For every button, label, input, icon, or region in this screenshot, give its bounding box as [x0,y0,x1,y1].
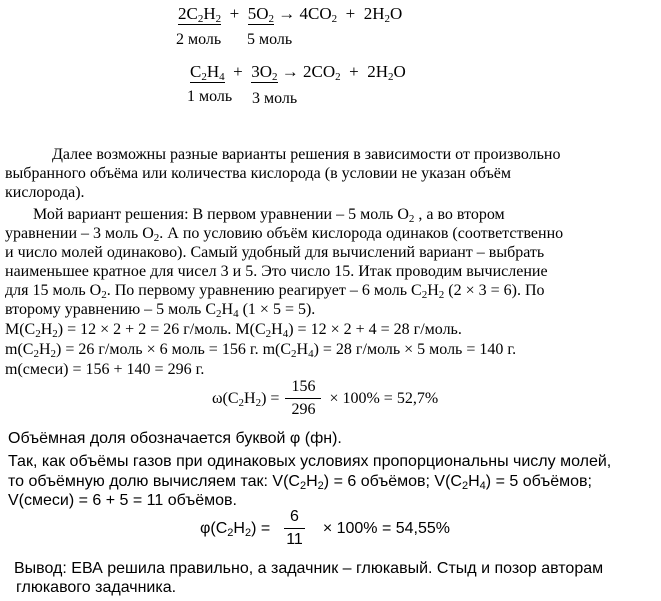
eq1-arrow: → [278,4,296,23]
variant-paragraph [5,205,655,319]
variant-line-5: для 15 моль $О_2$. По первому уравнению реагирует – 6 моль $C_2H_2$ (2 × 3 = 6). По [5,282,545,301]
volumes-line-3: V(смеси) = 6 + 5 = 11 объёмов. [8,492,237,509]
eq1-reactant-2: $5O_2$ [247,4,274,25]
molar-line-1: $M(C_2H_2) = 12 \times 2 + 2 = 26$ г/моль. $M(C_2H_4) = 12 \times 2 + 4 = 28$ г/моль. [5,321,462,340]
eq1-reactant-1: $2C_2H_2$ [178,4,222,25]
variant-line-1: Мой вариант решения: В первом уравнении – 5 моль $О_2$ , а во втором [33,206,505,225]
conclusion [14,559,603,597]
eq2-mol-2: 3 моль [252,90,298,107]
omega-rhs: × 100% = 52,7% [329,389,439,407]
omega-denominator: 296 [291,401,316,418]
phi-numerator: 6 [284,508,305,529]
intro-line-1: Далее возможны разные варианты решения в зависимости от произвольно [52,146,561,163]
molar-line-3: m(смеси) = 156 + 140 = 296 г. [5,361,205,378]
phi-lhs: $\varphi(C_2H_2)$ = [200,519,271,539]
intro-paragraph [5,145,655,202]
eq2-arrow: → [281,62,299,81]
molar-line-2: $m(C_2H_2) = 26$ г/моль × 6 моль = 156 г. $m(C_2H_4) = 28$ г/моль × 5 моль = 140 г. [5,341,517,360]
eq2-reactant-2: $3O_2$ [251,62,278,83]
eq1-product-1: $4CO_2$ [299,4,338,25]
omega-fraction [285,378,321,419]
variant-line-3: и число молей одинаково). Самый удобный для вычислений вариант – выбрать [5,244,545,261]
volumes-line-2: то объёмную долю вычисляем так: $V(C_2H_2) = 6$ объёмов; $V(C_2H_4) = 5$ объёмов; [8,472,592,492]
eq2-plus: + [233,62,243,81]
eq1-plus: + [229,4,240,23]
eq1-product-2: $2H_2O$ [363,4,403,25]
eq1-mol-1: 2 моль [176,31,222,48]
eq2-mol-1: 1 моль [187,88,233,105]
volumes-line-1: Так, как объёмы газов при одинаковых условиях пропорциональны числу молей, [8,453,612,470]
intro-line-3: кислорода). [5,184,85,201]
phi-formula [200,508,450,549]
equation-2 [190,62,406,82]
volumes-paragraph [8,452,611,511]
omega-lhs: $\omega(C_2H_2)$ = [212,389,280,409]
conclusion-line-2: глюкавого задачника. [16,579,177,596]
eq2-product-2: $2H_2O$ [367,62,406,83]
eq2-plus-2: + [349,62,359,81]
variant-line-6: второму уравнению – 5 моль $C_2H_4$ (1 × 5 = 5). [5,301,316,320]
intro-line-2: выбранного объёма или количества кислорода (в условии не указан объём [5,165,511,182]
eq1-plus-2: + [345,4,356,23]
conclusion-line-1: Вывод: ЕВА решила правильно, а задачник – глюкавый. Стыд и позор авторам [14,560,604,577]
variant-line-2: уравнении – 3 моль $О_2$. А по условию объём кислорода одинаков (соответственно [5,225,564,244]
phi-fraction [280,508,309,549]
phi-note: Объёмная доля обозначается буквой φ (фн). [8,430,342,447]
variant-line-4: наименьшее кратное для чисел 3 и 5. Это число 15. Итак проводим вычисление [5,263,548,280]
equation-1 [178,4,402,24]
eq2-product-1: $2CO_2$ [303,62,341,83]
phi-denominator: 11 [286,531,303,548]
phi-rhs: × 100% = 54,55% [322,519,451,537]
omega-numerator: 156 [285,378,321,399]
omega-formula [212,378,438,419]
molar-calculations [5,320,655,379]
eq2-reactant-1: $C_2H_4$ [190,62,225,83]
eq1-mol-2: 5 моль [247,31,293,48]
